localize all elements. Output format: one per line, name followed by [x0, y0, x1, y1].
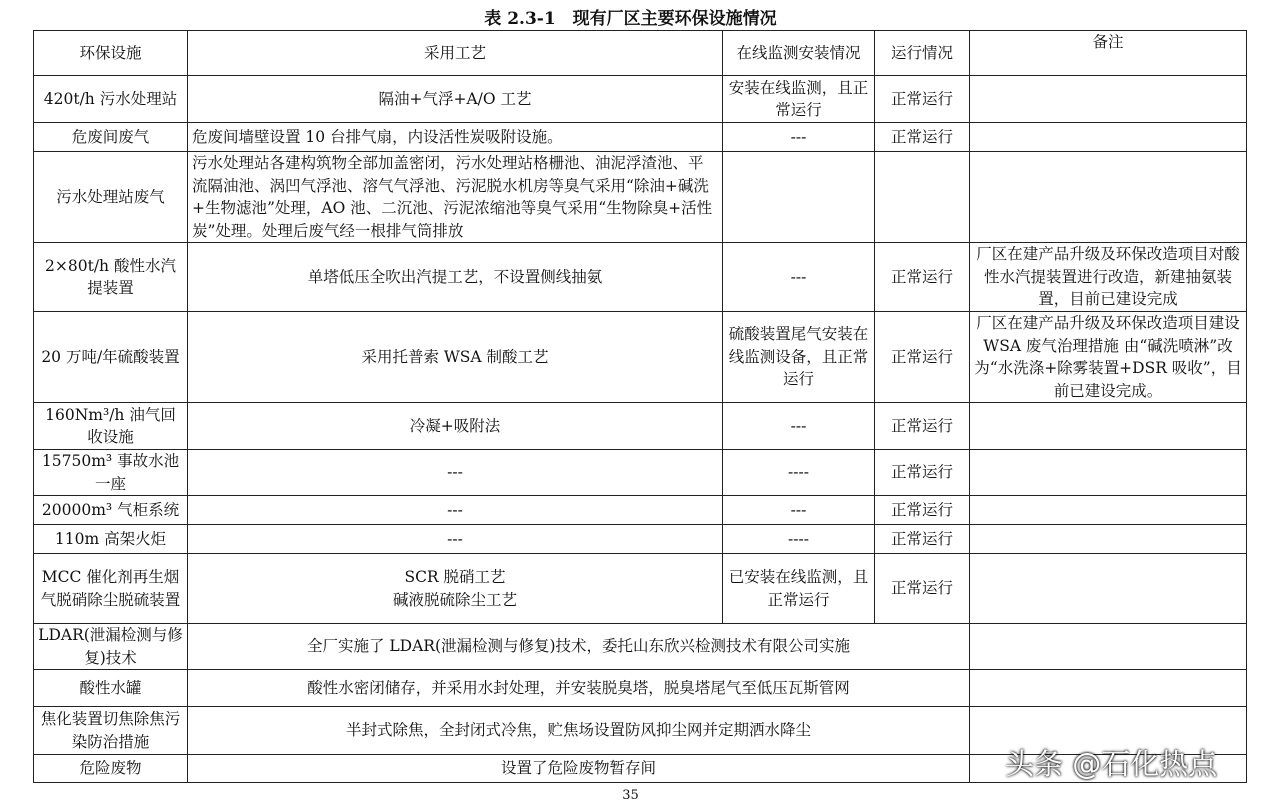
table-row — [34, 496, 1247, 525]
table-cell: 冷凝+吸附法 — [188, 403, 723, 450]
table-cell: --- — [723, 403, 875, 450]
table-cell — [970, 554, 1247, 624]
table-cell — [875, 152, 970, 243]
table-row — [34, 554, 1247, 624]
table-cell: --- — [723, 123, 875, 152]
table-cell: 15750m³ 事故水池一座 — [34, 450, 188, 496]
table-cell: 正常运行 — [875, 496, 970, 525]
table-row — [34, 670, 1247, 707]
header-cell: 在线监测安装情况 — [723, 31, 875, 76]
table-row — [34, 450, 1247, 496]
table-cell: 420t/h 污水处理站 — [34, 76, 188, 123]
table-cell: 2×80t/h 酸性水汽提装置 — [34, 243, 188, 312]
table-cell: 正常运行 — [875, 243, 970, 312]
table-cell: 正常运行 — [875, 312, 970, 403]
watermark: 头条 @石化热点 — [1005, 747, 1218, 781]
table-cell — [723, 152, 875, 243]
table-cell: 20 万吨/年硫酸装置 — [34, 312, 188, 403]
header-cell: 采用工艺 — [188, 31, 723, 76]
table-cell: 酸性水罐 — [34, 670, 188, 707]
table-cell: 危险废物 — [34, 755, 188, 783]
table-cell — [970, 670, 1247, 707]
table-cell: 设置了危险废物暂存间 — [188, 755, 970, 783]
table-cell — [970, 496, 1247, 525]
table-cell: 正常运行 — [875, 554, 970, 624]
table-title: 表 2.3-1 现有厂区主要环保设施情况 — [484, 9, 777, 29]
table-row — [34, 525, 1247, 554]
table-cell: 半封式除焦，全封闭式冷焦，贮焦场设置防风抑尘网并定期洒水降尘 — [188, 707, 970, 755]
table-cell: 20000m³ 气柜系统 — [34, 496, 188, 525]
table-cell: 硫酸装置尾气安装在线监测设备，且正常运行 — [723, 312, 875, 403]
table-cell: 已安装在线监测，且正常运行 — [723, 554, 875, 624]
table-cell: 正常运行 — [875, 450, 970, 496]
table-cell: 危废间废气 — [34, 123, 188, 152]
header-cell: 备注 — [970, 31, 1247, 76]
table-cell — [970, 403, 1247, 450]
table-cell: 厂区在建产品升级及环保改造项目建设 WSA 废气治理措施 由“碱洗喷淋”改为“水洗涤+除雾装置+DSR 吸收”，目前已建设完成。 — [970, 312, 1247, 403]
table-cell: 焦化装置切焦除焦污染防治措施 — [34, 707, 188, 755]
table-cell: --- — [188, 450, 723, 496]
table-cell — [970, 152, 1247, 243]
header-cell: 运行情况 — [875, 31, 970, 76]
table-cell: 污水处理站废气 — [34, 152, 188, 243]
table-cell: 采用托普索 WSA 制酸工艺 — [188, 312, 723, 403]
table-cell: 160Nm³/h 油气回收设施 — [34, 403, 188, 450]
table-row — [34, 624, 1247, 670]
table-cell — [970, 76, 1247, 123]
table-cell: 危废间墙壁设置 10 台排气扇，内设活性炭吸附设施。 — [188, 123, 723, 152]
table-row — [34, 243, 1247, 312]
table-cell: 全厂实施了 LDAR(泄漏检测与修复)技术，委托山东欣兴检测技术有限公司实施 — [188, 624, 970, 670]
table-cell: ---- — [723, 525, 875, 554]
table-cell: 正常运行 — [875, 525, 970, 554]
table-cell: 正常运行 — [875, 403, 970, 450]
table-row — [34, 76, 1247, 123]
table-row — [34, 123, 1247, 152]
table-row — [34, 403, 1247, 450]
table-cell: 厂区在建产品升级及环保改造项目对酸性水汽提装置进行改造，新建抽氨装置，目前已建设完成 — [970, 243, 1247, 312]
table-cell: 正常运行 — [875, 76, 970, 123]
table-cell: ---- — [723, 450, 875, 496]
table-cell: SCR 脱硝工艺 碱液脱硫除尘工艺 — [188, 554, 723, 624]
header-cell: 环保设施 — [34, 31, 188, 76]
table-row — [34, 312, 1247, 403]
table-cell: 隔油+气浮+A/O 工艺 — [188, 76, 723, 123]
table-cell: 110m 高架火炬 — [34, 525, 188, 554]
table-cell: --- — [188, 525, 723, 554]
table-cell — [970, 123, 1247, 152]
table-cell: 单塔低压全吹出汽提工艺，不设置侧线抽氨 — [188, 243, 723, 312]
table-cell: --- — [188, 496, 723, 525]
table-cell — [970, 525, 1247, 554]
table-row — [34, 152, 1247, 243]
header-row — [34, 31, 1247, 76]
table-cell: 正常运行 — [875, 123, 970, 152]
table-cell: LDAR(泄漏检测与修复)技术 — [34, 624, 188, 670]
table-cell — [970, 450, 1247, 496]
table-cell: 酸性水密闭储存，并采用水封处理，并安装脱臭塔，脱臭塔尾气至低压瓦斯管网 — [188, 670, 970, 707]
table-cell: --- — [723, 496, 875, 525]
env-facilities-table — [33, 30, 1247, 783]
page-number: 35 — [622, 788, 639, 803]
table-cell: MCC 催化剂再生烟气脱硝除尘脱硫装置 — [34, 554, 188, 624]
table-cell: --- — [723, 243, 875, 312]
table-cell: 安装在线监测，且正常运行 — [723, 76, 875, 123]
table-cell: 污水处理站各建构筑物全部加盖密闭，污水处理站格栅池、油泥浮渣池、平流隔油池、涡凹气浮池、溶气气浮池、污泥脱水机房等臭气采用“除油+碱洗+生物滤池”处理，AO 池、二沉池、污泥浓缩池等臭气采用“生物除臭+活性炭”处理。处理后废气经一根排气筒排放 — [188, 152, 723, 243]
table-cell — [970, 624, 1247, 670]
